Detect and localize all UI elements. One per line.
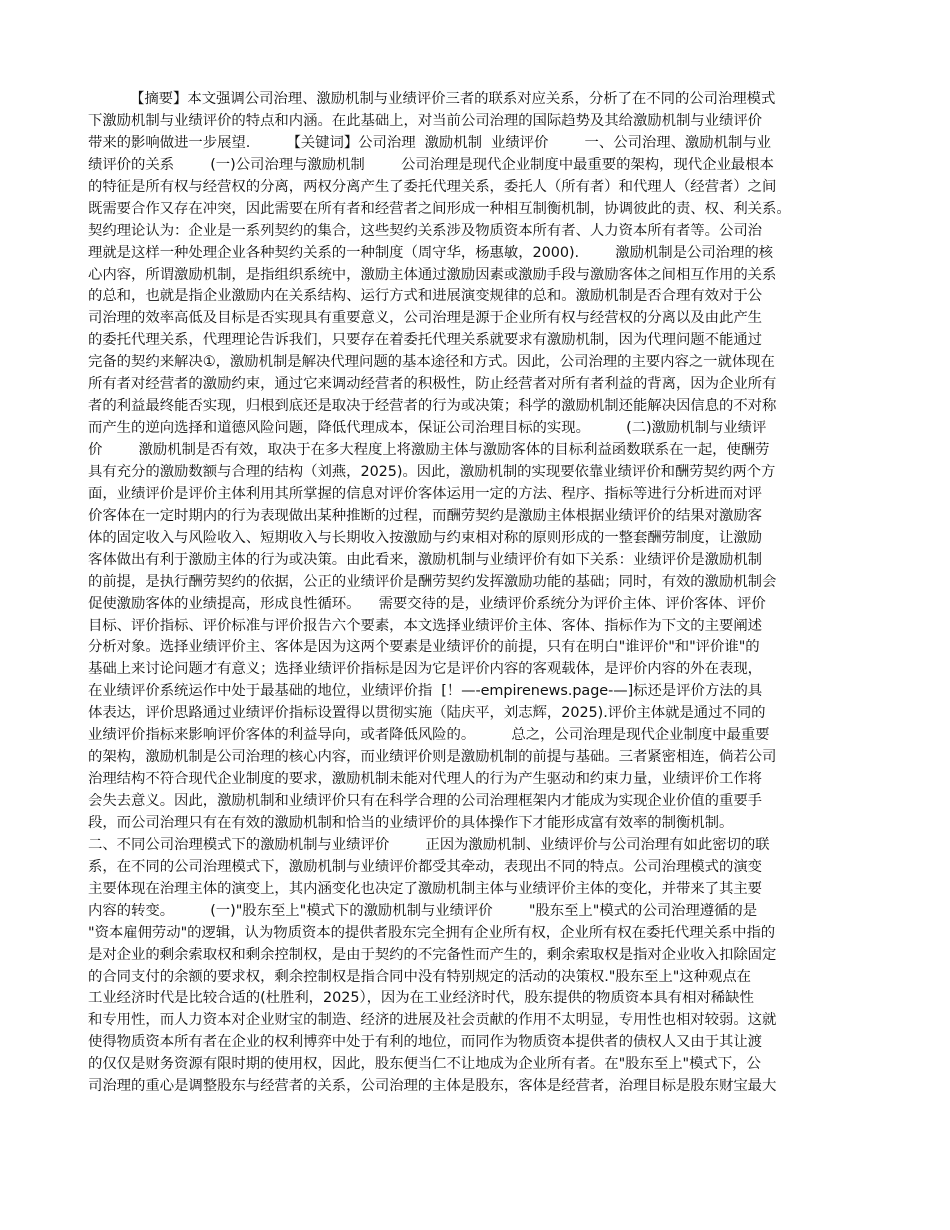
text-line: 和专用性，而人力资本对企业财宝的制造、经济的进展及社会贡献的作用不太明显，专用性也相对较弱。这就 [88, 1012, 777, 1029]
text-line: 目标、评价指标、评价标准与评价报告六个要素，本文选择业绩评价主体、客体、指标作为下文的主要阐述 [88, 617, 763, 634]
text-line: 促使激励客体的业绩提高，形成良性循环。 需要交待的是，业绩评价系统分为评价主体、评价客体、评价 [88, 595, 766, 612]
text-line: 心内容，所谓激励机制，是指组织系统中，激励主体通过激励因素或激励手段与激励客体之间相互作用的关系 [88, 266, 777, 283]
text-line: 的前提，是执行酬劳契约的依据，公正的业绩评价是酬劳契约发挥激励功能的基础；同时，有效的激励机制会 [88, 573, 777, 590]
text-line: 司治理的效率高低及目标是否实现具有重要意义，公司治理是源于企业所有权与经营权的分离以及由此产生 [88, 310, 763, 327]
text-line: 客体做出有利于激励主体的行为或决策。由此看来，激励机制与业绩评价有如下关系：业绩评价是激励机制 [88, 551, 763, 568]
text-line: 段，而公司治理只有在有效的激励机制和恰当的业绩评价的具体操作下才能形成富有效率的制衡机制。 [88, 814, 734, 831]
text-line: 内容的转变。 (一)"股东至上"模式下的激励机制与业绩评价 "股东至上"模式的公司治理遵循的是 [88, 902, 758, 919]
text-line: 价客体在一定时期内的行为表现做出某种推断的过程，而酬劳契约是激励主体根据业绩评价的结果对激励客 [88, 507, 763, 524]
text-line: 使得物质资本所有者在企业的权利博弈中处于有利的地位，而同作为物质资本提供者的债权人又由于其让渡 [88, 1034, 763, 1051]
document-page [88, 89, 870, 1098]
text-line: 价 激励机制是否有效，取决于在多大程度上将激励主体与激励客体的目标利益函数联系在一起，使酬劳 [88, 442, 770, 458]
text-line: 在业绩评价系统运作中处于最基础的地位，业绩评价指 [！—-empirenews.page-—]标还是评价方法的具 [88, 683, 763, 700]
text-line: 二、不同公司治理模式下的激励机制与业绩评价 正因为激励机制、业绩评价与公司治理有如此密切的联 [88, 836, 770, 853]
text-line: 理就是这样一种处理企业各种契约关系的一种制度（周守华，杨惠敏，2000). 激励机制是公司治理的核 [88, 244, 774, 261]
text-line: 的架构，激励机制是公司治理的核心内容，而业绩评价则是激励机制的前提与基础。三者紧密相连，倘若公司 [88, 749, 777, 766]
text-line: 系，在不同的公司治理模式下，激励机制与业绩评价都受其牵动，表现出不同的特点。公司治理模式的演变 [88, 858, 763, 875]
text-line: 具有充分的激励数额与合理的结构（刘燕，2025)。因此，激励机制的实现要依靠业绩评价和酬劳契约两个方 [88, 463, 776, 480]
text-line: 而产生的逆向选择和道德风险问题，降低代理成本，保证公司治理目标的实现。 (二)激励机制与业绩评 [88, 420, 767, 437]
text-line: 基础上来讨论问题才有意义；选择业绩评价指标是因为它是评价内容的客观载体，是评价内容的外在表现， [88, 661, 763, 678]
text-line: 的总和，也就是指企业激励内在关系结构、运行方式和进展演变规律的总和。激励机制是否合理有效对于公 [88, 288, 763, 305]
text-line: 下激励机制与业绩评价的特点和内涵。在此基础上，对当前公司治理的国际趋势及其给激励机制与业绩评价 [88, 112, 763, 129]
text-line: 体的固定收入与风险收入、短期收入与长期收入按激励与约束相对称的原则形成的一整套酬劳制度，让激励 [88, 529, 763, 546]
text-line: "资本雇佣劳动"的逻辑，认为物质资本的提供者股东完全拥有企业所有权，企业所有权在委托代理关系中指的 [88, 924, 776, 941]
text-line: 完备的契约来解决①，激励机制是解决代理问题的基本途径和方式。因此，公司治理的主要内容之一就体现在 [88, 354, 775, 371]
text-line: 的合同支付的余额的要求权，剩余控制权是指合同中没有特别规定的活动的决策权."股东至上"这种观点在 [88, 968, 751, 985]
text-line: 会失去意义。因此，激励机制和业绩评价只有在科学合理的公司治理框架内才能成为实现企业价值的重要手 [88, 793, 763, 809]
text-line: 所有者对经营者的激励约束，通过它来调动经营者的积极性，防止经营者对所有者利益的背离，因为企业所有 [88, 376, 777, 393]
text-line: 工业经济时代是比较合适的(杜胜利，2025），因为在工业经济时代，股东提供的物质资本具有相对稀缺性 [88, 990, 754, 1007]
text-line: 【摘要】本文强调公司治理、激励机制与业绩评价三者的联系对应关系，分析了在不同的公司治理模式 [130, 91, 776, 107]
text-line: 面，业绩评价是评价主体利用其所掌握的信息对评价客体运用一定的方法、程序、指标等进行分析进而对评 [88, 485, 763, 502]
text-line: 的仅仅是财务资源有限时期的使用权，因此，股东便当仁不让地成为企业所有者。在"股东至上"模式下，公 [88, 1056, 761, 1073]
text-line: 带来的影响做进一步展望. 【关键词】公司治理 激励机制 业绩评价 一、公司治理、激励机制与业 [88, 134, 771, 151]
text-line: 契约理论认为：企业是一系列契约的集合，这些契约关系涉及物质资本所有者、人力资本所有者等。公司治 [88, 222, 763, 239]
text-line: 治理结构不符合现代企业制度的要求，激励机制未能对代理人的行为产生驱动和约束力量，业绩评价工作将 [88, 771, 763, 788]
text-line: 主要体现在治理主体的演变上，其内涵变化也决定了激励机制主体与业绩评价主体的变化，并带来了其主要 [88, 880, 763, 897]
text-line: 司治理的重心是调整股东与经营者的关系，公司治理的主体是股东，客体是经营者，治理目标是股东财宝最大 [88, 1078, 777, 1095]
text-line: 既需要合作又存在冲突，因此需要在所有者和经营者之间形成一种相互制衡机制，协调彼此的责、权、利关系。 [88, 200, 791, 217]
text-line: 者的利益最终能否实现，归根到底还是取决于经营者的行为或决策；科学的激励机制还能解决因信息的不对称 [88, 398, 777, 415]
text-line: 业绩评价指标来影响评价客体的利益导向，或者降低风险的。 总之，公司治理是现代企业制度中最重要 [88, 727, 770, 744]
text-line: 是对企业的剩余索取权和剩余控制权，是由于契约的不完备性而产生的，剩余索取权是指对企业收入扣除固定 [88, 946, 777, 963]
text-line: 的委托代理关系，代理理论告诉我们，只要存在着委托代理关系就要求有激励机制，因为代理问题不能通过 [88, 332, 763, 349]
text-line: 体表达，评价思路通过业绩评价指标设置得以贯彻实施（陆庆平，刘志辉，2025).评价主体就是通过不同的 [88, 705, 766, 722]
text-line: 的特征是所有权与经营权的分离，两权分离产生了委托代理关系，委托人（所有者）和代理人（经营者）之间 [88, 178, 777, 195]
text-line: 绩评价的关系 (一)公司治理与激励机制 公司治理是现代企业制度中最重要的架构，现代企业最根本 [88, 156, 774, 173]
text-line: 分析对象。选择业绩评价主、客体是因为这两个要素是业绩评价的前提，只有在明白"谁评价"和"评价谁"的 [88, 639, 760, 656]
